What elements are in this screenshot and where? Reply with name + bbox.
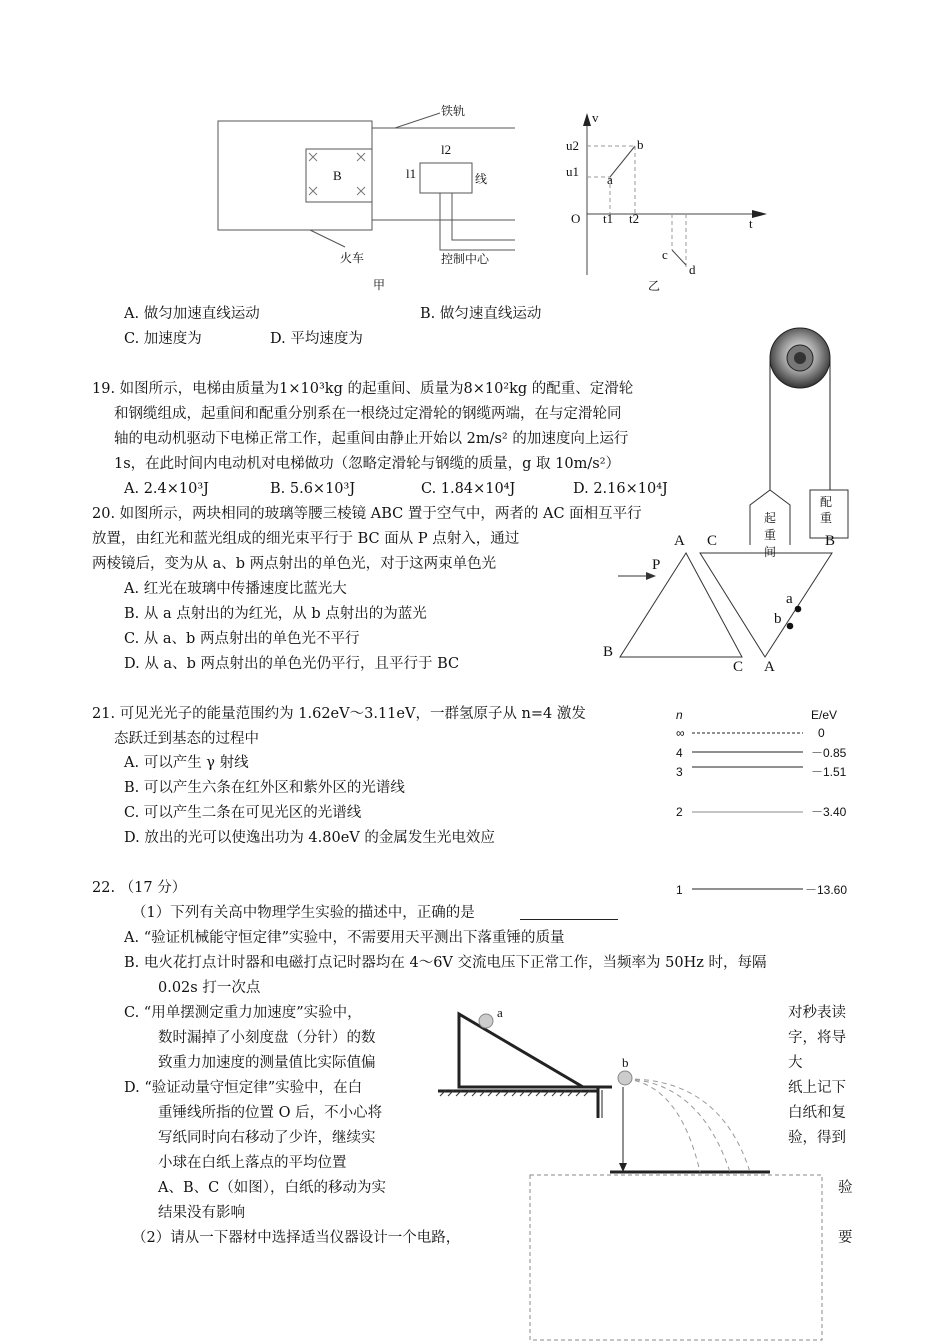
q21-option-b: B. 可以产生六条在红外区和紫外区的光谱线 [124,780,405,796]
q22-option-c-line-1: C. “用单摆测定重力加速度”实验中， [124,1005,362,1021]
label-l1: l1 [406,166,417,181]
energy-n-4: 4 [676,746,683,760]
train-pointer [310,230,345,247]
q22-option-d-line-1: D. “验证动量守恒定律”实验中，在白 [124,1080,363,1096]
train-body [218,121,372,230]
q22-option-d-line-1-right: 纸上记下 [788,1080,846,1096]
energy-n-header: n [676,708,683,722]
q20-line-2: 放置，由红光和蓝光组成的细光束平行于 BC 面从 P 点射入，通过 [92,531,520,547]
q18-option-d: D. 平均速度为 [270,331,363,347]
prism-label-a-point: a [786,591,793,607]
figure-jia [218,113,515,250]
label-d-point: d [689,262,696,277]
dashed-guides [587,146,686,270]
label-control-center: 控制中心 [441,252,490,266]
v-axis-arrow [583,113,591,126]
q20-option-a: A. 红光在玻璃中传播速度比蓝光大 [124,581,347,597]
label-car: 起重间 [764,511,777,559]
q20-option-d: D. 从 a、b 两点射出的单色光仍平行，且平行于 BC [124,656,460,672]
figure-prisms [618,553,832,657]
label-c-point: c [662,247,668,262]
incident-arrow [646,572,656,580]
q22-sub2-right: 要 [838,1230,853,1246]
q21-option-a: A. 可以产生 γ 射线 [124,755,249,771]
q22-option-a: A. “验证机械能守恒定律”实验中，不需要用天平测出下落重锤的质量 [124,930,565,946]
q20-option-b: B. 从 a 点射出的为红光，从 b 点射出的为蓝光 [124,606,427,622]
q22-option-c-line-1-right: 对秒表读 [788,1005,846,1021]
q22-option-d-line-5-right: 验 [838,1180,853,1196]
label-t1: t1 [603,211,614,226]
q22-option-b-line-2: 0.02s 打一次点 [158,980,261,996]
label-t: t [749,216,753,231]
q19-line-1: 19. 如图所示，电梯由质量为1×10³kg 的起重间、质量为8×10²kg 的配重、定滑轮 [92,381,634,397]
q22-option-d-line-5: A、B、C（如图），白纸的移动为实 [158,1180,386,1196]
prism-label-c-top: C [707,533,718,549]
cd-segment [672,250,686,265]
q19-line-3: 轴的电动机驱动下电梯正常工作，起重间由静止开始以 2m/s² 的加速度向上运行 [114,431,629,447]
coil-lead-inner [452,193,515,240]
label-v: v [592,110,599,125]
label-counterweight: 配重 [820,495,833,525]
q22-option-c-line-2: 数时漏掉了小刻度盘（分针）的数 [158,1030,376,1046]
q19-option-a: A. 2.4×10³J [124,481,209,497]
label-a-point: a [607,172,613,187]
q22-option-d-line-6: 结果没有影响 [158,1205,245,1221]
prism-label-a-top: A [674,533,685,549]
pulley-axle [794,352,806,364]
ramp [459,1014,583,1087]
prism-label-c-bottom: C [733,659,744,675]
label-u1: u1 [566,164,579,179]
q21-option-c: C. 可以产生二条在可见光区的光谱线 [124,805,362,821]
label-l2: l2 [441,142,452,157]
q19-line-4: 1s，在此时间内电动机对电梯做功（忽略定滑轮与钢缆的质量，g 取 10m/s²） [114,456,621,472]
q22-option-d-line-3: 写纸同时向右移动了少许，继续实 [158,1130,376,1146]
t-axis-arrow [752,210,767,218]
prism-label-a-bottom: A [764,659,775,675]
energy-e-3: －1.51 [811,765,847,779]
caption-jia: 甲 [373,278,386,292]
q20-option-c: C. 从 a、b 两点射出的单色光不平行 [124,631,360,647]
prism-label-p: P [652,557,661,573]
energy-e-2: －3.40 [811,805,847,819]
q22-option-d-line-2-right: 白纸和复 [788,1105,846,1121]
label-magnet-b: B [333,168,342,183]
label-ball-b: b [622,1055,629,1070]
point-b [787,623,794,630]
label-rail: 铁轨 [441,104,466,118]
q22-heading: 22. （17 分） [92,880,187,896]
label-origin: O [571,211,581,226]
q19-option-b: B. 5.6×10³J [270,481,356,497]
q22-option-c-line-3-right: 大 [788,1055,803,1071]
energy-n-inf: ∞ [676,726,685,740]
q19-line-2: 和钢缆组成，起重间和配重分别系在一根绕过定滑轮的钢缆两端，在与定滑轮同 [114,406,622,422]
label-ball-a: a [497,1005,503,1020]
energy-n-1: 1 [676,883,683,897]
q18-option-b: B. 做匀速直线运动 [420,306,542,322]
q18-option-a: A. 做匀加速直线运动 [124,306,260,322]
q22-option-b-line-1: B. 电火花打点计时器和电磁打点记时器均在 4～6V 交流电压下正常工作，当频率为 50Hz 时，每隔 [124,955,767,971]
prism-label-b-point: b [774,611,782,627]
q22-option-c-line-3: 致重力加速度的测量值比实际值偏 [158,1055,376,1071]
q21-line-2: 态跃迁到基态的过程中 [114,731,259,747]
energy-e-1: －13.60 [805,883,848,897]
figure-energy-levels [692,733,803,889]
figure-yi [583,113,767,275]
prism-right [700,553,832,657]
q21-option-d: D. 放出的光可以使逸出功为 4.80eV 的金属发生光电效应 [124,830,495,846]
label-u2: u2 [566,138,579,153]
q20-line-3: 两棱镜后，变为从 a、b 两点射出的单色光，对于这两束单色光 [92,556,497,572]
q22-option-d-line-4: 小球在白纸上落点的平均位置 [158,1155,347,1171]
energy-n-3: 3 [676,765,683,779]
q22-option-c-line-2-right: 字，将导 [788,1030,846,1046]
coil-lead-outer [440,193,515,250]
q21-line-1: 21. 可见光光子的能量范围约为 1.62eV～3.11eV，一群氢原子从 n=4 激发 [92,706,586,722]
label-b-point: b [637,137,644,152]
q22-sub2: （2）请从一下器材中选择适当仪器设计一个电路， [132,1230,461,1246]
label-t2: t2 [629,211,640,226]
label-train: 火车 [340,251,365,265]
coil-line [420,163,472,193]
ab-segment [610,146,635,177]
ball-b [618,1071,632,1085]
prism-left [620,553,742,657]
answer-box [530,1175,822,1340]
caption-yi: 乙 [648,279,661,293]
energy-e-4: －0.85 [811,746,847,760]
energy-e-header: E/eV [811,708,838,722]
figure-momentum [438,1014,822,1340]
label-line: 线 [475,172,488,186]
energy-e-inf: 0 [818,726,825,740]
prism-label-b-bottom: B [603,644,614,660]
q22-option-d-line-2: 重锤线所指的位置 O 后，不小心将 [158,1105,383,1121]
q22-answer-blank[interactable] [520,919,618,920]
q18-option-c: C. 加速度为 [124,331,202,347]
rail-pointer [395,113,440,128]
energy-n-2: 2 [676,805,683,819]
q19-option-d: D. 2.16×10⁴J [573,481,668,497]
trajectories [626,1079,750,1172]
q19-option-c: C. 1.84×10⁴J [421,481,516,497]
point-a [795,606,802,613]
q22-sub1: （1）下列有关高中物理学生实验的描述中，正确的是 [132,905,475,921]
prism-label-b-top: B [825,533,836,549]
q20-line-1: 20. 如图所示，两块相同的玻璃等腰三棱镜 ABC 置于空气中，两者的 AC 面相互平行 [92,506,642,522]
q22-option-d-line-3-right: 验，得到 [788,1130,846,1146]
ball-a [479,1014,493,1028]
